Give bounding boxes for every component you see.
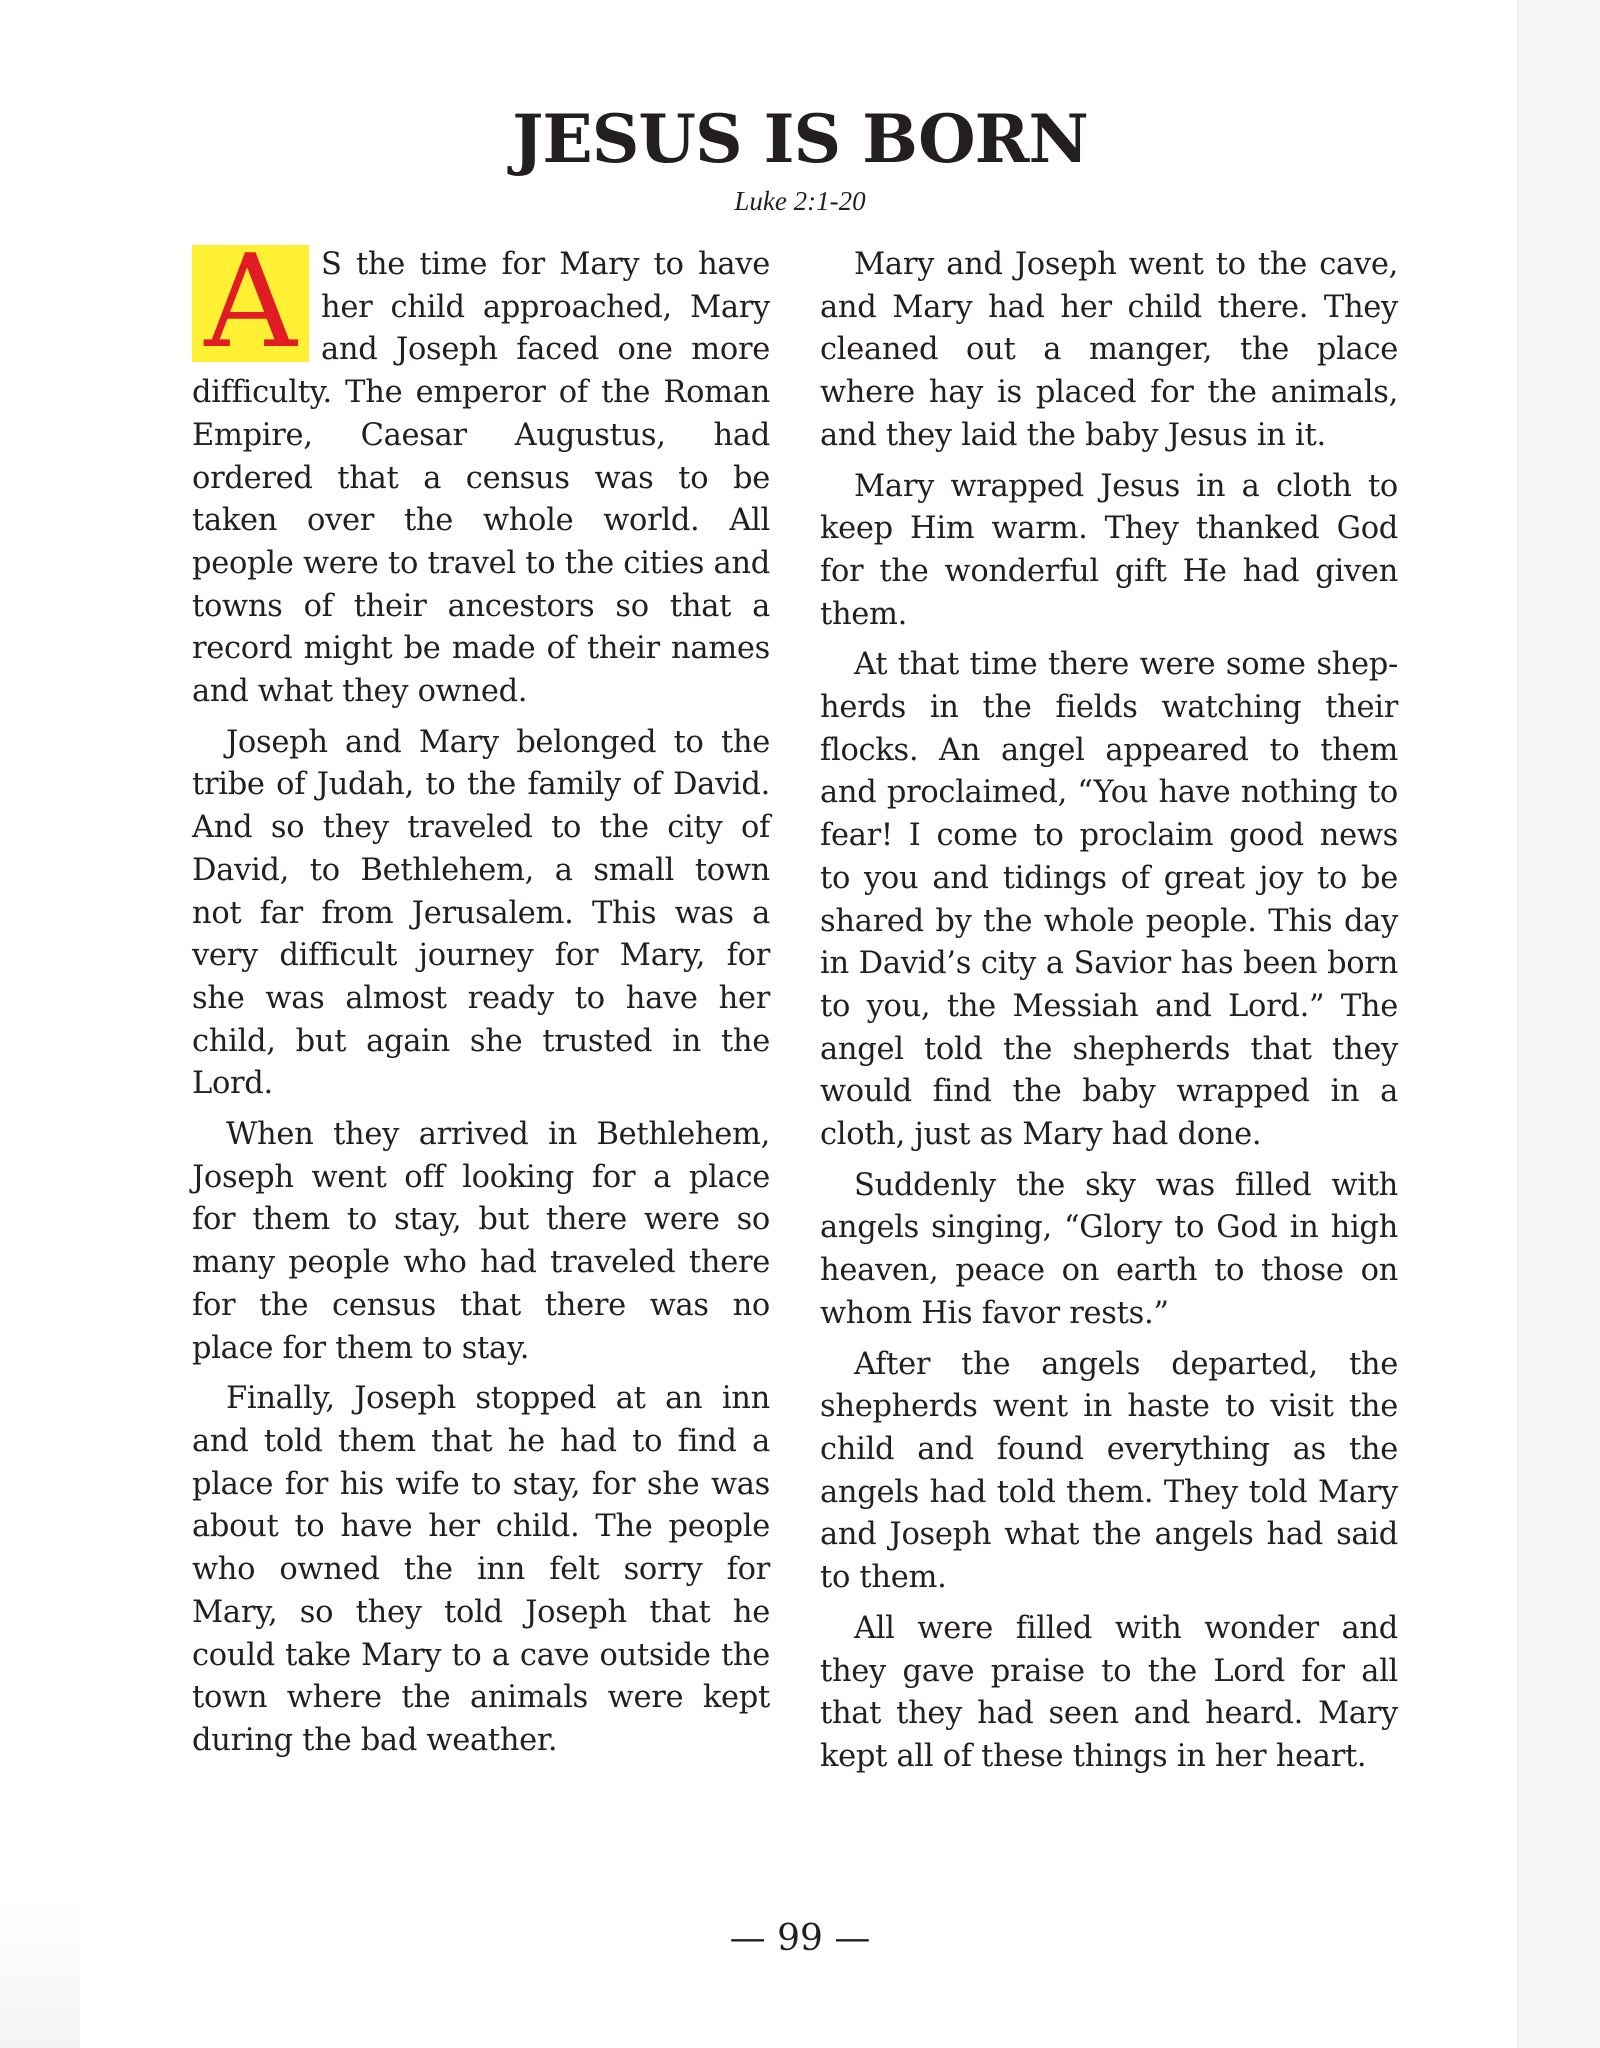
left-paragraph-4: Finally, Joseph stopped at an inn and told them that he had to find a place for his wife to stay, for she was about to have her child. The people who owned the inn felt sorry for Mary, so they told Joseph that he could take Mary to a cave outside the town where the animals were kept during the bad weather. [192,1381,770,1758]
left-paragraph-1-text: S the time for Mary to have her child approached, Mary and Joseph faced one more difficulty. The emperor of the Roman Empire, Caesar Augustus, had ordered that a census was to be taken over the whole world. All people were to travel to the cities and towns of their ancestors so that a record might be made of their names and what they owned. [192,247,770,710]
left-paragraph-1 [192,228,770,714]
dropcap-letter: A [204,228,297,377]
right-paragraph-4: Suddenly the sky was filled with angels singing, “Glory to God in high heaven, peace on earth to those on whom His favor rests.” [820,1167,1398,1331]
dropcap-box [192,228,309,377]
page-number: — 99 — [729,1918,871,1959]
page-title: JESUS IS BORN [512,100,1088,178]
left-column [192,228,770,1771]
right-column [820,244,1398,1787]
scripture-reference: Luke 2:1-20 [734,186,866,216]
right-paragraph-5: After the angels departed, the shepherds went in haste to visit the child and found everything as the angels had told them. They told Mary and Joseph what the angels had said to them. [820,1346,1398,1596]
right-paragraph-2: Mary wrapped Jesus in a cloth to keep Him warm. They thanked God for the wonderful gift He had given them. [820,468,1398,632]
left-paragraph-2: Joseph and Mary belonged to the tribe of Judah, to the family of David. And so they traveled to the city of David, to Bethlehem, a small town not far from Jerusalem. This was a very difficult journey for Mary, for she was almost ready to have her child, but again she trusted in the Lord. [192,724,770,1102]
page-edge-right [1517,0,1600,2048]
left-paragraph-3: When they arrived in Bethlehem, Joseph went off looking for a place for them to stay, but there were so many people who had traveled there for the census that there was no place for them to stay. [192,1117,770,1366]
right-paragraph-1: Mary and Joseph went to the cave, and Mary had her child there. They cleaned out a manger, the place where hay is placed for the animals, and they laid the baby Jesus in it. [820,247,1398,453]
right-paragraph-6: All were filled with wonder and they gave praise to the Lord for all that they had seen and heard. Mary kept all of these things in her heart. [820,1610,1398,1774]
right-paragraph-3: At that time there were some shep- herds in the fields watching their flocks. An angel appeared to them and proclaimed, “You have nothing to fear! I come to proclaim good news to you and tidings of great joy to be shared by the whole people. This day in David’s city a Savior has been born to you, the Messiah and Lord.” The angel told the shepherds that they would find the baby wrapped in a cloth, just as Mary had done. [820,647,1398,1153]
